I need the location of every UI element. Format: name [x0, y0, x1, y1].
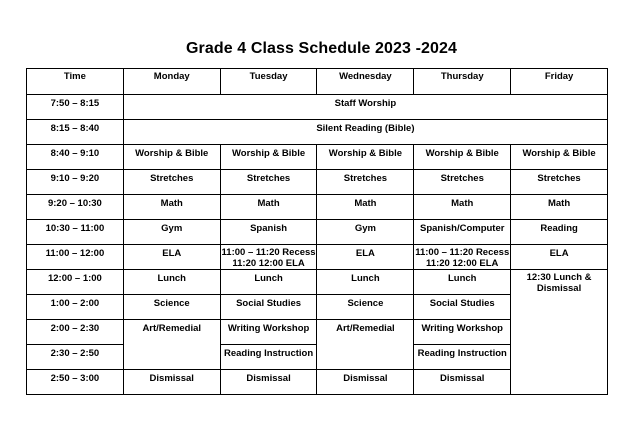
- schedule-cell-wednesday: Worship & Bible: [317, 145, 414, 170]
- schedule-cell-thursday: Dismissal: [414, 370, 511, 395]
- time-cell: 2:30 – 2:50: [27, 345, 124, 370]
- header-wednesday: Wednesday: [317, 69, 414, 95]
- schedule-cell-wednesday: Dismissal: [317, 370, 414, 395]
- schedule-cell-all-days: Staff Worship: [123, 95, 607, 120]
- time-cell: 2:50 – 3:00: [27, 370, 124, 395]
- schedule-cell-tuesday: Stretches: [220, 170, 317, 195]
- header-tuesday: Tuesday: [220, 69, 317, 95]
- schedule-cell-thursday: Math: [414, 195, 511, 220]
- schedule-cell-thursday: Reading Instruction: [414, 345, 511, 370]
- schedule-cell-monday: Lunch: [123, 270, 220, 295]
- time-cell: 11:00 – 12:00: [27, 245, 124, 270]
- table-row: [27, 245, 608, 270]
- schedule-line: 12:30 Lunch &: [526, 272, 592, 283]
- table-row: [27, 145, 608, 170]
- time-cell: 8:40 – 9:10: [27, 145, 124, 170]
- schedule-cell-thursday: [414, 245, 511, 270]
- schedule-line: 11:00 – 11:20 Recess: [221, 247, 316, 258]
- schedule-cell-friday: Reading: [511, 220, 608, 245]
- schedule-line: 11:20 12:00 ELA: [426, 258, 499, 269]
- time-cell: 1:00 – 2:00: [27, 295, 124, 320]
- header-monday: Monday: [123, 69, 220, 95]
- schedule-cell-monday: Gym: [123, 220, 220, 245]
- time-cell: 7:50 – 8:15: [27, 95, 124, 120]
- schedule-cell-monday: Stretches: [123, 170, 220, 195]
- header-time: Time: [27, 69, 124, 95]
- schedule-cell-tuesday: Dismissal: [220, 370, 317, 395]
- schedule-cell-wednesday: Math: [317, 195, 414, 220]
- schedule-cell-wednesday: Science: [317, 295, 414, 320]
- time-cell: 2:00 – 2:30: [27, 320, 124, 345]
- schedule-cell-tuesday: Reading Instruction: [220, 345, 317, 370]
- schedule-line: 11:20 12:00 ELA: [232, 258, 305, 269]
- time-cell: 9:10 – 9:20: [27, 170, 124, 195]
- schedule-table: [26, 68, 608, 395]
- schedule-line: Dismissal: [536, 283, 582, 294]
- schedule-cell-monday: Worship & Bible: [123, 145, 220, 170]
- table-row: [27, 95, 608, 120]
- schedule-cell-thursday: Stretches: [414, 170, 511, 195]
- schedule-cell-wednesday: ELA: [317, 245, 414, 270]
- table-row: [27, 270, 608, 295]
- table-row: [27, 170, 608, 195]
- table-row: [27, 120, 608, 145]
- table-row: [27, 195, 608, 220]
- schedule-cell-monday: Art/Remedial: [123, 320, 220, 370]
- schedule-cell-all-days: Silent Reading (Bible): [123, 120, 607, 145]
- schedule-cell-friday: Stretches: [511, 170, 608, 195]
- schedule-cell-monday: Science: [123, 295, 220, 320]
- schedule-cell-monday: Math: [123, 195, 220, 220]
- schedule-cell-thursday: Writing Workshop: [414, 320, 511, 345]
- schedule-cell-tuesday: [220, 245, 317, 270]
- schedule-cell-thursday: Lunch: [414, 270, 511, 295]
- time-cell: 12:00 – 1:00: [27, 270, 124, 295]
- header-row: [27, 69, 608, 95]
- schedule-cell-tuesday: Lunch: [220, 270, 317, 295]
- schedule-line: 11:00 – 11:20 Recess: [415, 247, 510, 258]
- schedule-cell-friday: Math: [511, 195, 608, 220]
- schedule-cell-tuesday: Writing Workshop: [220, 320, 317, 345]
- schedule-cell-friday: ELA: [511, 245, 608, 270]
- schedule-cell-monday: Dismissal: [123, 370, 220, 395]
- schedule-cell-friday: [511, 270, 608, 395]
- schedule-cell-wednesday: Gym: [317, 220, 414, 245]
- schedule-cell-thursday: Spanish/Computer: [414, 220, 511, 245]
- time-cell: 8:15 – 8:40: [27, 120, 124, 145]
- schedule-cell-monday: ELA: [123, 245, 220, 270]
- schedule-cell-tuesday: Spanish: [220, 220, 317, 245]
- schedule-cell-wednesday: Stretches: [317, 170, 414, 195]
- schedule-cell-wednesday: Lunch: [317, 270, 414, 295]
- table-row: [27, 220, 608, 245]
- page-title: Grade 4 Class Schedule 2023 -2024: [185, 40, 457, 57]
- schedule-cell-thursday: Worship & Bible: [414, 145, 511, 170]
- header-friday: Friday: [511, 69, 608, 95]
- schedule-cell-wednesday: Art/Remedial: [317, 320, 414, 370]
- schedule-cell-tuesday: Worship & Bible: [220, 145, 317, 170]
- schedule-cell-friday: Worship & Bible: [511, 145, 608, 170]
- schedule-cell-tuesday: Math: [220, 195, 317, 220]
- time-cell: 9:20 – 10:30: [27, 195, 124, 220]
- schedule-cell-thursday: Social Studies: [414, 295, 511, 320]
- schedule-cell-tuesday: Social Studies: [220, 295, 317, 320]
- time-cell: 10:30 – 11:00: [27, 220, 124, 245]
- header-thursday: Thursday: [414, 69, 511, 95]
